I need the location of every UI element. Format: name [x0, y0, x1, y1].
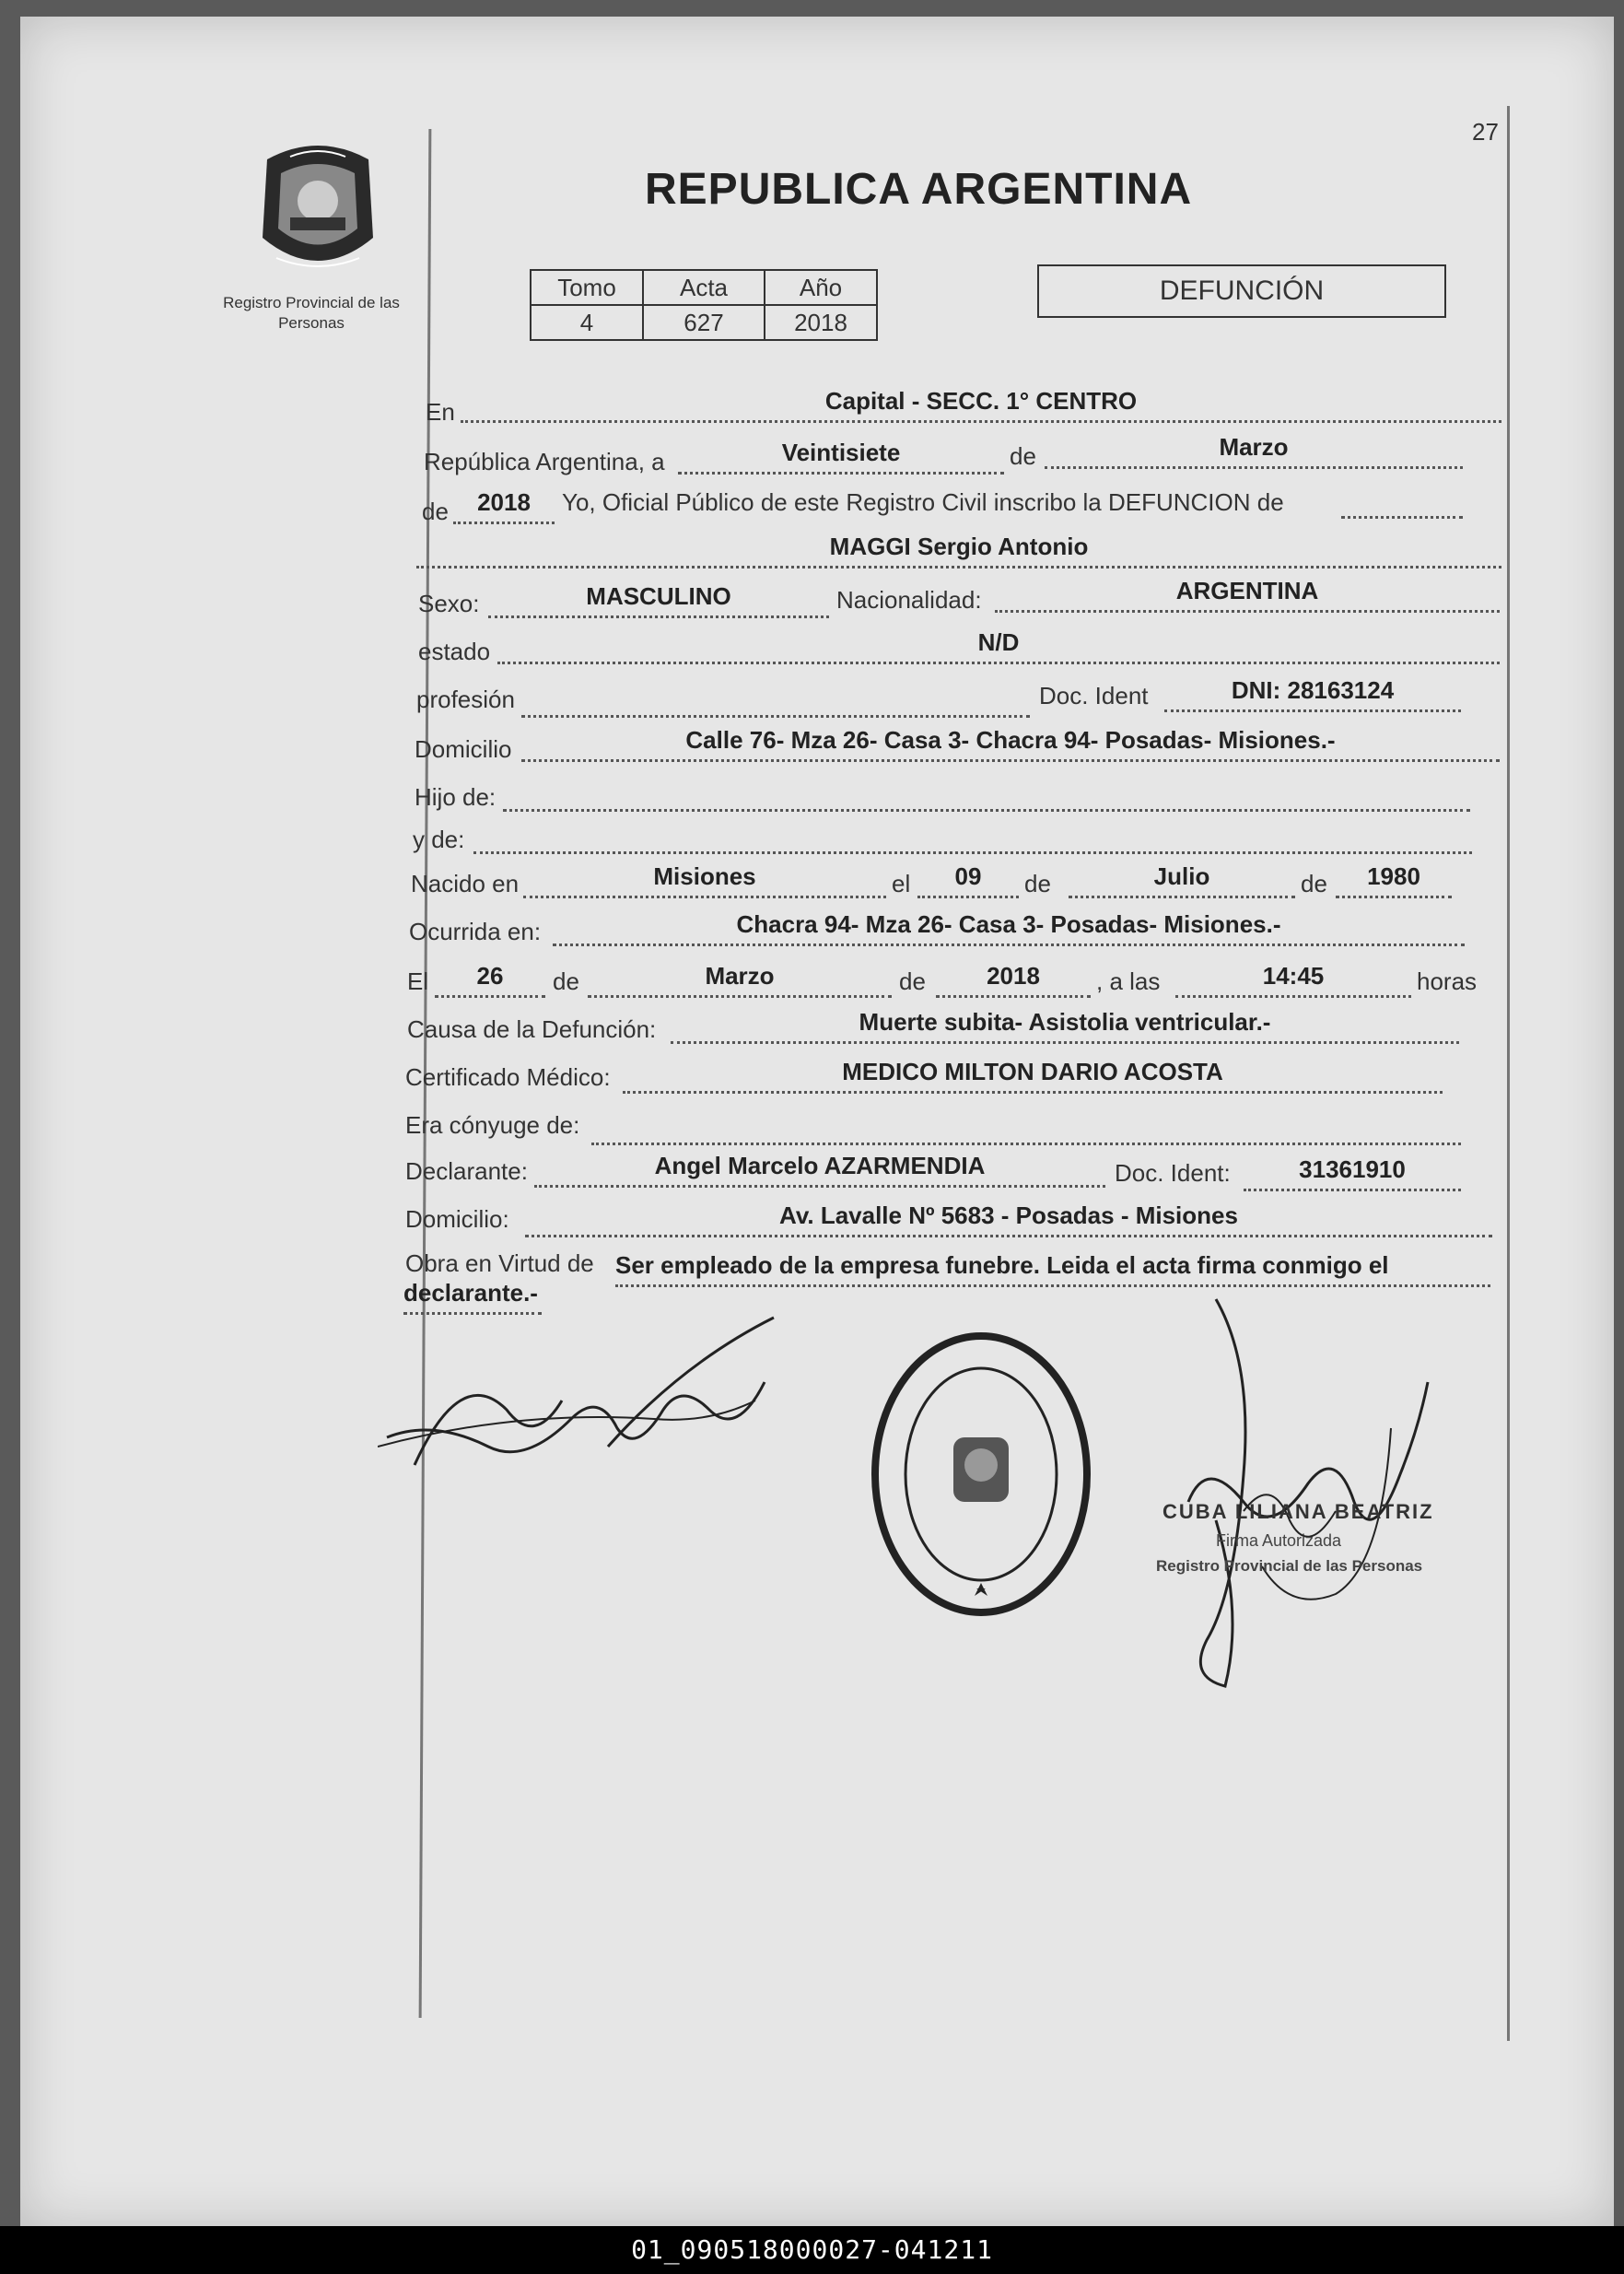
republica-label: República Argentina, a — [424, 448, 665, 475]
official-stamp — [866, 1327, 1096, 1622]
officer-organization: Registro Provincial de las Personas — [1156, 1557, 1423, 1575]
hijo-label: Hijo de: — [415, 783, 497, 811]
ocurrida-field: Chacra 94- Mza 26- Casa 3- Posadas- Misiones.- — [553, 910, 1465, 946]
reference-table — [530, 269, 878, 341]
right-margin-line — [1507, 106, 1510, 2041]
death-year-field: 2018 — [936, 962, 1091, 998]
decl-doc-label: Doc. Ident: — [1115, 1159, 1231, 1187]
place-field: Capital - SECC. 1° CENTRO — [461, 387, 1501, 423]
sexo-field: MASCULINO — [488, 582, 829, 618]
deceased-name-field: MAGGI Sergio Antonio — [416, 533, 1501, 568]
acta-header: Acta — [643, 270, 765, 305]
horas-label: horas — [1417, 967, 1478, 995]
obra-field-line2: declarante.- — [403, 1279, 542, 1315]
death-de1-label: de — [553, 967, 579, 995]
document-type-box: DEFUNCIÓN — [1037, 264, 1446, 318]
day-field: Veintisiete — [678, 439, 1004, 475]
page-number: 27 — [1472, 118, 1499, 146]
estado-field: N/D — [497, 628, 1500, 664]
nacido-field: Misiones — [523, 862, 886, 898]
decl-domicilio-label: Domicilio: — [405, 1205, 509, 1233]
declarante-label: Declarante: — [405, 1157, 528, 1185]
ocurrida-label: Ocurrida en: — [409, 918, 542, 945]
anio-value: 2018 — [765, 305, 877, 340]
domicilio-label: Domicilio — [415, 735, 512, 763]
declarant-signature — [378, 1308, 792, 1493]
estado-label: estado — [418, 638, 491, 665]
obra-field-line1: Ser empleado de la empresa funebre. Leida el acta firma conmigo el — [615, 1251, 1490, 1287]
death-month-field: Marzo — [588, 962, 892, 998]
certificado-label: Certificado Médico: — [405, 1063, 611, 1091]
year-de-label: de — [422, 498, 449, 525]
profesion-field — [521, 682, 1030, 718]
nacionalidad-field: ARGENTINA — [995, 577, 1500, 613]
registry-name: Registro Provincial de las Personas — [223, 294, 400, 332]
birth-month-field: Julio — [1069, 862, 1295, 898]
nacido-label: Nacido en — [411, 870, 520, 897]
document-title: REPUBLICA ARGENTINA — [645, 165, 1193, 214]
birth-de2-label: de — [1301, 870, 1327, 897]
decl-domicilio-field: Av. Lavalle Nº 5683 - Posadas - Misiones — [525, 1201, 1492, 1237]
anio-header: Año — [765, 270, 877, 305]
alas-label: , a las — [1096, 967, 1161, 995]
tomo-header: Tomo — [531, 270, 643, 305]
scan-footer-code: 01_090518000027-041211 — [0, 2226, 1624, 2274]
profesion-label: profesión — [416, 686, 515, 713]
birth-de1-label: de — [1024, 870, 1051, 897]
sexo-label: Sexo: — [418, 590, 480, 617]
year-field: 2018 — [453, 488, 555, 524]
domicilio-field: Calle 76- Mza 26- Casa 3- Chacra 94- Posadas- Misiones.- — [521, 726, 1500, 762]
officer-role: Firma Autorizada — [1216, 1531, 1342, 1550]
month-field: Marzo — [1045, 433, 1463, 469]
obra-label: Obra en Virtud de — [405, 1249, 594, 1277]
birth-day-field: 09 — [917, 862, 1019, 898]
causa-field: Muerte subita- Asistolia ventricular.- — [671, 1008, 1459, 1044]
province-seal-logo — [249, 136, 387, 284]
de-label: de — [1010, 442, 1036, 470]
causa-label: Causa de la Defunción: — [407, 1015, 657, 1043]
nacionalidad-label: Nacionalidad: — [836, 586, 982, 614]
yde-label: y de: — [413, 826, 465, 853]
inscribo-text: Yo, Oficial Público de este Registro Civil inscribo la DEFUNCION de — [562, 488, 1284, 516]
inscribo-trailing-field — [1341, 483, 1463, 519]
en-label: En — [426, 398, 455, 426]
conyuge-label: Era cónyuge de: — [405, 1111, 580, 1139]
decl-doc-field: 31361910 — [1244, 1155, 1461, 1191]
acta-value: 627 — [643, 305, 765, 340]
certificado-field: MEDICO MILTON DARIO ACOSTA — [623, 1058, 1443, 1094]
hijo-field — [503, 776, 1470, 812]
birth-year-field: 1980 — [1336, 862, 1452, 898]
el-label: el — [892, 870, 911, 897]
doc-ident-field: DNI: 28163124 — [1164, 676, 1461, 712]
death-day-field: 26 — [435, 962, 545, 998]
conyuge-field — [591, 1109, 1461, 1145]
officer-signature — [1151, 1290, 1465, 1695]
doc-ident-label: Doc. Ident — [1039, 682, 1149, 709]
tomo-value: 4 — [531, 305, 643, 340]
officer-name: CUBA LILIANA BEATRIZ — [1163, 1500, 1434, 1523]
death-de2-label: de — [899, 967, 926, 995]
declarante-field: Angel Marcelo AZARMENDIA — [534, 1152, 1105, 1188]
death-time-field: 14:45 — [1175, 962, 1411, 998]
yde-field — [473, 818, 1472, 854]
el2-label: El — [407, 967, 429, 995]
